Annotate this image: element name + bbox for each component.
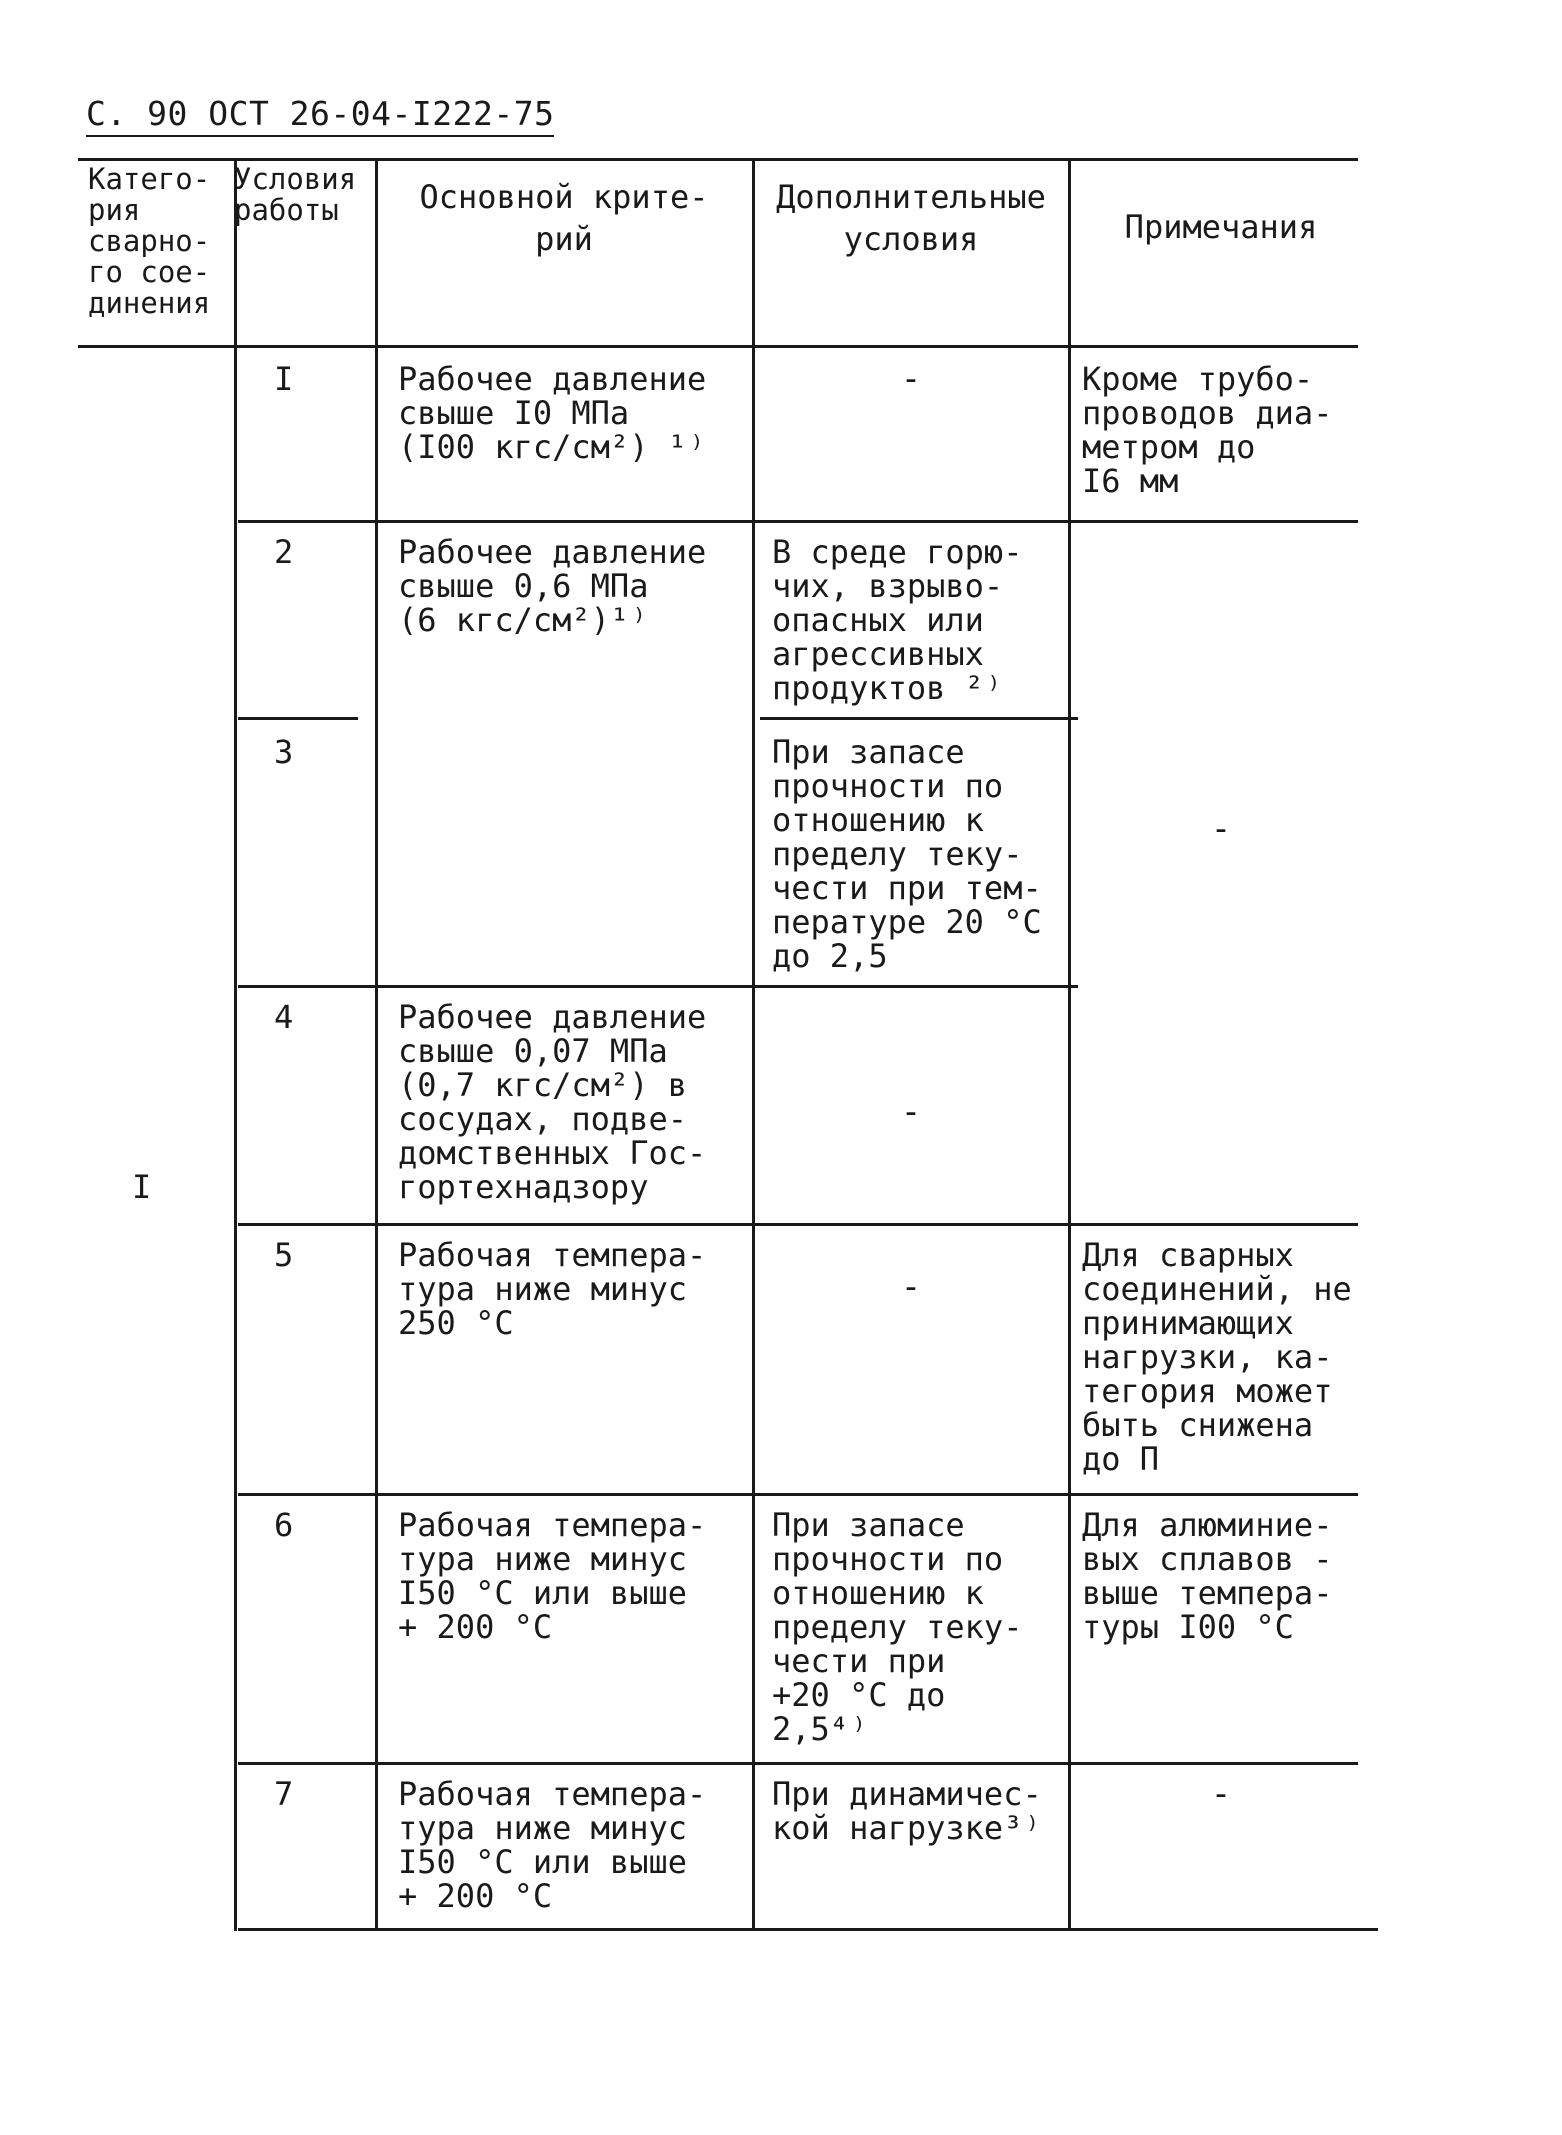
row-rule — [238, 520, 1358, 523]
header-category: Катего- рия сварно- го сое- динения — [88, 162, 211, 320]
condition-number: 4 — [274, 998, 294, 1036]
additional-condition: - — [900, 1267, 922, 1307]
additional-condition: - — [900, 359, 922, 399]
additional-condition: - — [900, 1092, 922, 1132]
header-conditions: Условия работы — [234, 162, 357, 227]
condition-number: 2 — [274, 533, 294, 571]
table-bottom-rule — [238, 1928, 1378, 1931]
header-additional-conditions: Дополнительные условия — [776, 178, 1046, 258]
table-top-rule — [78, 158, 1358, 161]
condition-number: 5 — [274, 1236, 294, 1274]
additional-condition: В среде горю- чих, взрыво- опасных или агрессивных продуктов ²⁾ — [772, 533, 1023, 707]
column-rule — [375, 158, 378, 1931]
note-text: - — [1210, 809, 1232, 849]
criterion-text: Рабочая темпера- тура ниже минус I50 °С или выше + 200 °С — [398, 1775, 707, 1915]
condition-number: 3 — [274, 733, 294, 771]
column-rule — [234, 158, 237, 1931]
condition-number: 7 — [274, 1775, 294, 1813]
row-rule — [760, 717, 1078, 720]
row-rule — [238, 1762, 1358, 1765]
header-bottom-rule — [78, 345, 1358, 348]
criterion-text: Рабочая темпера- тура ниже минус I50 °С или выше + 200 °С — [398, 1506, 707, 1646]
row-rule — [238, 1493, 1358, 1496]
additional-condition: При запасе прочности по отношению к пределу теку- чести при тем- пературе 20 °С до 2,5 — [772, 733, 1042, 975]
additional-condition: При динамичес- кой нагрузке³⁾ — [772, 1775, 1042, 1847]
row-rule — [238, 717, 358, 720]
note-text: Для алюминие- вых сплавов - выше темпера- туры I00 °С — [1082, 1506, 1333, 1646]
row-rule — [238, 985, 1078, 988]
column-rule — [1068, 158, 1071, 1931]
condition-number: I — [274, 360, 294, 398]
criterion-text: Рабочее давление свыше 0,6 МПа (6 кгс/см²)¹⁾ — [398, 533, 707, 639]
criterion-text: Рабочее давление свыше I0 МПа (I00 кгс/см²) ¹⁾ — [398, 360, 707, 466]
row-rule — [238, 1223, 1358, 1226]
note-text: - — [1210, 1774, 1232, 1814]
condition-number: 6 — [274, 1506, 294, 1544]
column-rule — [752, 158, 755, 1931]
category-value: I — [132, 1168, 152, 1206]
additional-condition: При запасе прочности по отношению к пределу теку- чести при +20 °С до 2,5⁴⁾ — [772, 1506, 1023, 1748]
header-notes: Примечания — [1124, 208, 1318, 246]
criterion-text: Рабочая темпера- тура ниже минус 250 °С — [398, 1236, 707, 1342]
page-header: С. 90 ОСТ 26-04-I222-75 — [86, 94, 554, 137]
note-text: Для сварных соединений, не принимающих нагрузки, ка- тегория может быть снижена до П — [1082, 1236, 1352, 1478]
criterion-text: Рабочее давление свыше 0,07 МПа (0,7 кгс/см²) в сосудах, подве- домственных Гос- гортехнадзору — [398, 998, 707, 1206]
header-main-criterion: Основной крите- рий — [419, 178, 709, 258]
note-text: Кроме трубо- проводов диа- метром до I6 мм — [1082, 360, 1333, 500]
